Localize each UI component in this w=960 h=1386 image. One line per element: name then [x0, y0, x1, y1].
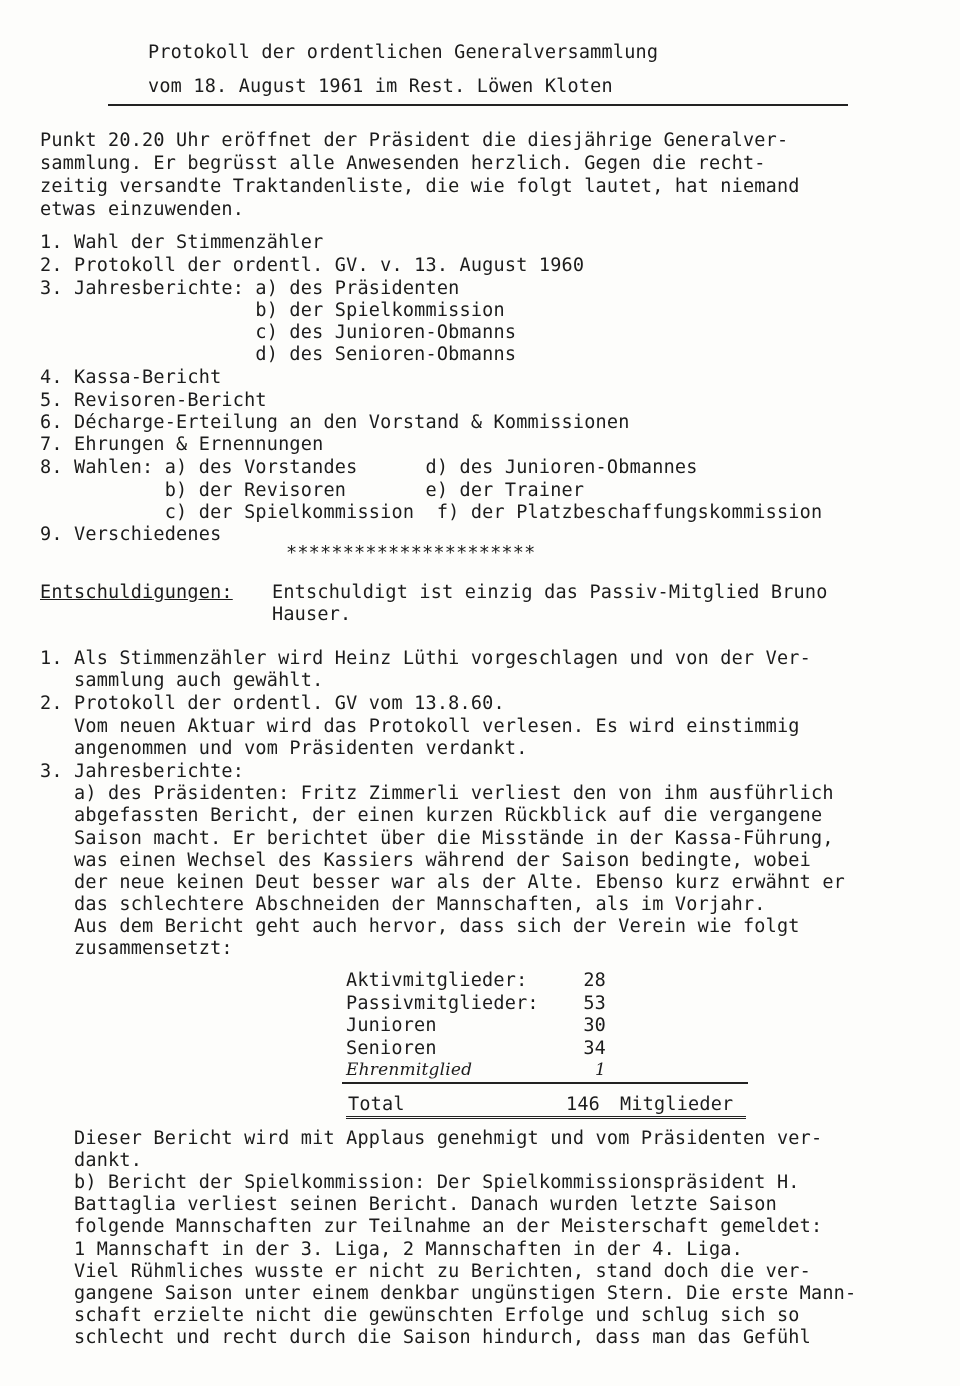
agenda-item: c) der Spielkommission f) der Platzbeschaffungskommission: [40, 502, 823, 523]
member-count-handwritten: 1: [594, 1060, 606, 1080]
member-label: Junioren: [346, 1015, 437, 1036]
agenda-item: d) des Senioren-Obmanns: [40, 344, 517, 365]
member-count: 53: [583, 993, 606, 1014]
sum-rule: [342, 1082, 748, 1084]
intro-line: etwas einzuwenden.: [40, 199, 245, 220]
title-rule: [108, 104, 848, 106]
minutes-line: 3. Jahresberichte:: [40, 761, 245, 782]
minutes-line: a) des Präsidenten: Fritz Zimmerli verliest den von ihm ausführlich: [40, 783, 834, 804]
total-double-rule: [346, 1116, 746, 1119]
member-label: Senioren: [346, 1038, 437, 1059]
minutes-line: Battaglia verliest seinen Bericht. Danach wurden letzte Saison: [40, 1194, 777, 1215]
agenda-item: 8. Wahlen: a) des Vorstandes d) des Junioren-Obmannes: [40, 457, 698, 478]
member-label-handwritten: Ehrenmitglied: [346, 1060, 473, 1080]
minutes-line: schaft erzielte nicht die gewünschten Erfolge und schlug sich so: [40, 1305, 800, 1326]
agenda-item: c) des Junioren-Obmanns: [40, 322, 517, 343]
title-line-1: Protokoll der ordentlichen Generalversammlung: [148, 42, 659, 63]
member-count: 30: [583, 1015, 606, 1036]
agenda-item: 5. Revisoren-Bericht: [40, 390, 267, 411]
minutes-line: Vom neuen Aktuar wird das Protokoll verlesen. Es wird einstimmig: [40, 716, 800, 737]
member-count: 28: [583, 970, 606, 991]
minutes-line: angenommen und vom Präsidenten verdankt.: [40, 738, 528, 759]
title-line-2: vom 18. August 1961 im Rest. Löwen Kloten: [148, 76, 613, 97]
member-count: 34: [583, 1038, 606, 1059]
minutes-line: Aus dem Bericht geht auch hervor, dass sich der Verein wie folgt: [40, 916, 800, 937]
minutes-line: Viel Rühmliches wusste er nicht zu Berichten, stand doch die ver-: [40, 1261, 811, 1282]
minutes-line: Dieser Bericht wird mit Applaus genehmigt und vom Präsidenten ver-: [40, 1128, 823, 1149]
agenda-item: b) der Spielkommission: [40, 300, 505, 321]
excuses-label: Entschuldigungen:: [40, 582, 233, 603]
member-label: Aktivmitglieder:: [346, 970, 528, 991]
agenda-item: 1. Wahl der Stimmenzähler: [40, 232, 324, 253]
excuses-text: Hauser.: [272, 604, 352, 625]
agenda-item: 3. Jahresberichte: a) des Präsidenten: [40, 278, 460, 299]
agenda-item: 7. Ehrungen & Ernennungen: [40, 434, 324, 455]
agenda-item: 9. Verschiedenes: [40, 524, 222, 545]
minutes-line: 2. Protokoll der ordentl. GV vom 13.8.60.: [40, 693, 505, 714]
minutes-line: sammlung auch gewählt.: [40, 670, 324, 691]
member-label: Passivmitglieder:: [346, 993, 539, 1014]
minutes-line: das schlechtere Abschneiden der Mannschaften, als im Vorjahr.: [40, 894, 766, 915]
separator-stars: **********************: [286, 543, 536, 564]
intro-line: sammlung. Er begrüsst alle Anwesenden herzlich. Gegen die recht-: [40, 153, 766, 174]
minutes-line: zusammensetzt:: [40, 938, 233, 959]
agenda-item: 6. Décharge-Erteilung an den Vorstand & Kommissionen: [40, 412, 630, 433]
minutes-line: dankt.: [40, 1150, 143, 1171]
minutes-line: schlecht und recht durch die Saison hindurch, dass man das Gefühl: [40, 1327, 811, 1348]
minutes-line: abgefassten Bericht, der einen kurzen Rückblick auf die vergangene: [40, 805, 823, 826]
minutes-line: was einen Wechsel des Kassiers während der Saison bedingte, wobei: [40, 850, 811, 871]
agenda-item: 2. Protokoll der ordentl. GV. v. 13. August 1960: [40, 255, 585, 276]
intro-line: Punkt 20.20 Uhr eröffnet der Präsident die diesjährige Generalver-: [40, 130, 789, 151]
excuses-text: Entschuldigt ist einzig das Passiv-Mitglied Bruno: [272, 582, 828, 603]
agenda-item: 4. Kassa-Bericht: [40, 367, 222, 388]
intro-line: zeitig versandte Traktandenliste, die wie folgt lautet, hat niemand: [40, 176, 800, 197]
minutes-line: 1. Als Stimmenzähler wird Heinz Lüthi vorgeschlagen und von der Ver-: [40, 648, 811, 669]
total-label: Total: [348, 1094, 405, 1115]
total-count: 146: [566, 1094, 601, 1115]
minutes-line: b) Bericht der Spielkommission: Der Spielkommissionspräsident H.: [40, 1172, 800, 1193]
agenda-item: b) der Revisoren e) der Trainer: [40, 480, 585, 501]
total-unit: Mitglieder: [620, 1094, 734, 1115]
minutes-line: Saison macht. Er berichtet über die Misstände in der Kassa-Führung,: [40, 828, 834, 849]
minutes-line: folgende Mannschaften zur Teilnahme an der Meisterschaft gemeldet:: [40, 1216, 823, 1237]
minutes-line: 1 Mannschaft in der 3. Liga, 2 Mannschaften in der 4. Liga.: [40, 1239, 743, 1260]
minutes-line: gangene Saison unter einem denkbar ungünstigen Stern. Die erste Mann-: [40, 1283, 857, 1304]
minutes-line: der neue keinen Deut besser war als der Alte. Ebenso kurz erwähnt er: [40, 872, 845, 893]
